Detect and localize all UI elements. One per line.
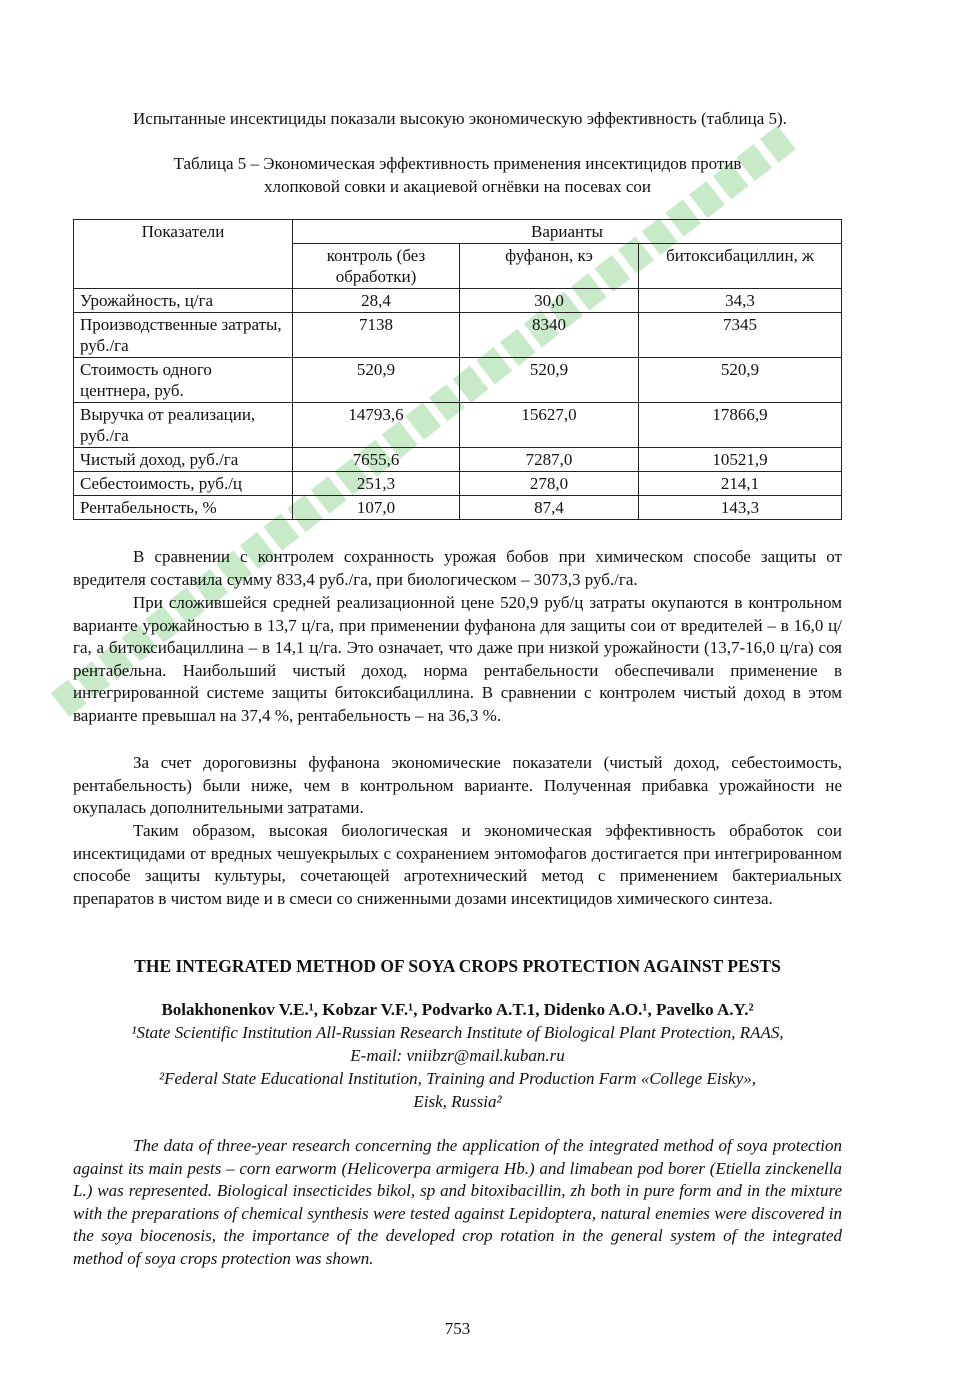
cell-value: 14793,6 (293, 403, 460, 448)
table-row (74, 472, 842, 496)
cell-value: 251,3 (293, 472, 460, 496)
cell-value: 15627,0 (460, 403, 639, 448)
body-paragraph: Таким образом, высокая биологическая и экономическая эффективность обработок сои инсектицидами от вредных чешуекрылых с сохранением энтомофагов достигается при интегрированном способе защиты культуры, сочетающей агротехнический метод с применением бактериальных препаратов в чистом виде и в смеси со сниженными дозами инсектицидов химического синтеза. (73, 821, 842, 908)
header-variant-fufanon: фуфанон, кэ (460, 244, 639, 289)
cell-value: 8340 (460, 313, 639, 358)
row-label: Чистый доход, руб./га (74, 448, 293, 472)
cell-value: 143,3 (639, 496, 842, 520)
row-label: Стоимость одного центнера, руб. (74, 358, 293, 403)
cell-value: 214,1 (639, 472, 842, 496)
body-paragraph: За счет дороговизны фуфанона экономические показатели (чистый доход, себестоимость, рентабельность) были ниже, чем в контрольном варианте. Полученная прибавка урожайности не окупалась дополнительными затратами. (73, 753, 842, 818)
row-label: Рентабельность, % (74, 496, 293, 520)
header-variant-bitoxibacillin: битоксибациллин, ж (639, 244, 842, 289)
header-variant-control: контроль (без обработки) (293, 244, 460, 289)
cell-value: 34,3 (639, 289, 842, 313)
table-caption-line2: хлопковой совки и акациевой огнёвки на посевах сои (263, 177, 652, 196)
row-label: Урожайность, ц/га (74, 289, 293, 313)
cell-value: 520,9 (293, 358, 460, 403)
cell-value: 87,4 (460, 496, 639, 520)
body-paragraph: При сложившейся средней реализационной цене 520,9 руб/ц затраты окупаются в контрольном варианте урожайностью в 13,7 ц/га, при применении фуфанона для защиты сои от вредителей – в 16,0 ц/га, а битоксибациллина – в 14,1 ц/га. Это означает, что даже при низкой урожайности (13,7-16,0 ц/га) соя рентабельна. Наибольший чистый доход, норма рентабельности обеспечивали применение в интегрированной системе защиты битоксибациллина. В сравнении с контролем чистый доход в этом варианте превышал на 37,4 %, рентабельность – на 36,3 %. (73, 593, 842, 725)
cell-value: 278,0 (460, 472, 639, 496)
row-label: Себестоимость, руб./ц (74, 472, 293, 496)
cell-value: 7655,6 (293, 448, 460, 472)
table-row (74, 313, 842, 358)
table-row (74, 496, 842, 520)
table-caption-line1: Таблица 5 – Экономическая эффективность применения инсектицидов против (173, 154, 742, 173)
page-number: 753 (444, 1319, 471, 1338)
cell-value: 7345 (639, 313, 842, 358)
cell-value: 520,9 (460, 358, 639, 403)
cell-value: 107,0 (293, 496, 460, 520)
header-variants: Варианты (293, 220, 842, 244)
cell-value: 7138 (293, 313, 460, 358)
intro-paragraph: Испытанные инсектициды показали высокую экономическую эффективность (таблица 5). (133, 109, 787, 128)
affiliation-2-line2: Eisk, Russia² (413, 1092, 502, 1111)
table-row (74, 289, 842, 313)
table-row (74, 403, 842, 448)
affiliation-2-line1: ²Federal State Educational Institution, Training and Production Farm «College Eisky», (158, 1069, 757, 1088)
cell-value: 28,4 (293, 289, 460, 313)
table-row (74, 358, 842, 403)
authors: Bolakhonenkov V.E.¹, Kobzar V.F.¹, Podvarko A.T.1, Didenko A.O.¹, Pavelko A.Y.² (161, 1000, 754, 1019)
table-header-row (74, 220, 842, 244)
row-label: Выручка от реализации, руб./га (74, 403, 293, 448)
english-title: THE INTEGRATED METHOD OF SOYA CROPS PROTECTION AGAINST PESTS (134, 956, 781, 976)
cell-value: 10521,9 (639, 448, 842, 472)
cell-value: 30,0 (460, 289, 639, 313)
cell-value: 17866,9 (639, 403, 842, 448)
table-row (74, 448, 842, 472)
economics-table (73, 219, 842, 520)
row-label: Производственные затраты, руб./га (74, 313, 293, 358)
header-indicators: Показатели (74, 220, 293, 289)
body-paragraph: В сравнении с контролем сохранность урожая бобов при химическом способе защиты от вредителя составила сумму 833,4 руб./га, при биологическом – 3073,3 руб./га. (73, 547, 842, 589)
affiliation-1: ¹State Scientific Institution All-Russian Research Institute of Biological Plant Protection, RAAS, (131, 1023, 784, 1042)
abstract-paragraph: The data of three-year research concerning the application of the integrated method of soya protection against its main pests – corn earworm (Helicoverpa armigera Hb.) and limabean pod borer (Etiella zinckenella L.) was represented. Biological insecticides bikol, sp and bitoxibacillin, zh both in pure form and in the mixture with the preparations of chemical synthesis were tested against Lepidoptera, natural enemies were discovered in the soya biocenosis, the importance of the developed crop rotation in the general system of the integrated method of soya crops protection was shown. (73, 1136, 842, 1268)
cell-value: 7287,0 (460, 448, 639, 472)
email: E-mail: vniibzr@mail.kuban.ru (350, 1046, 565, 1065)
cell-value: 520,9 (639, 358, 842, 403)
